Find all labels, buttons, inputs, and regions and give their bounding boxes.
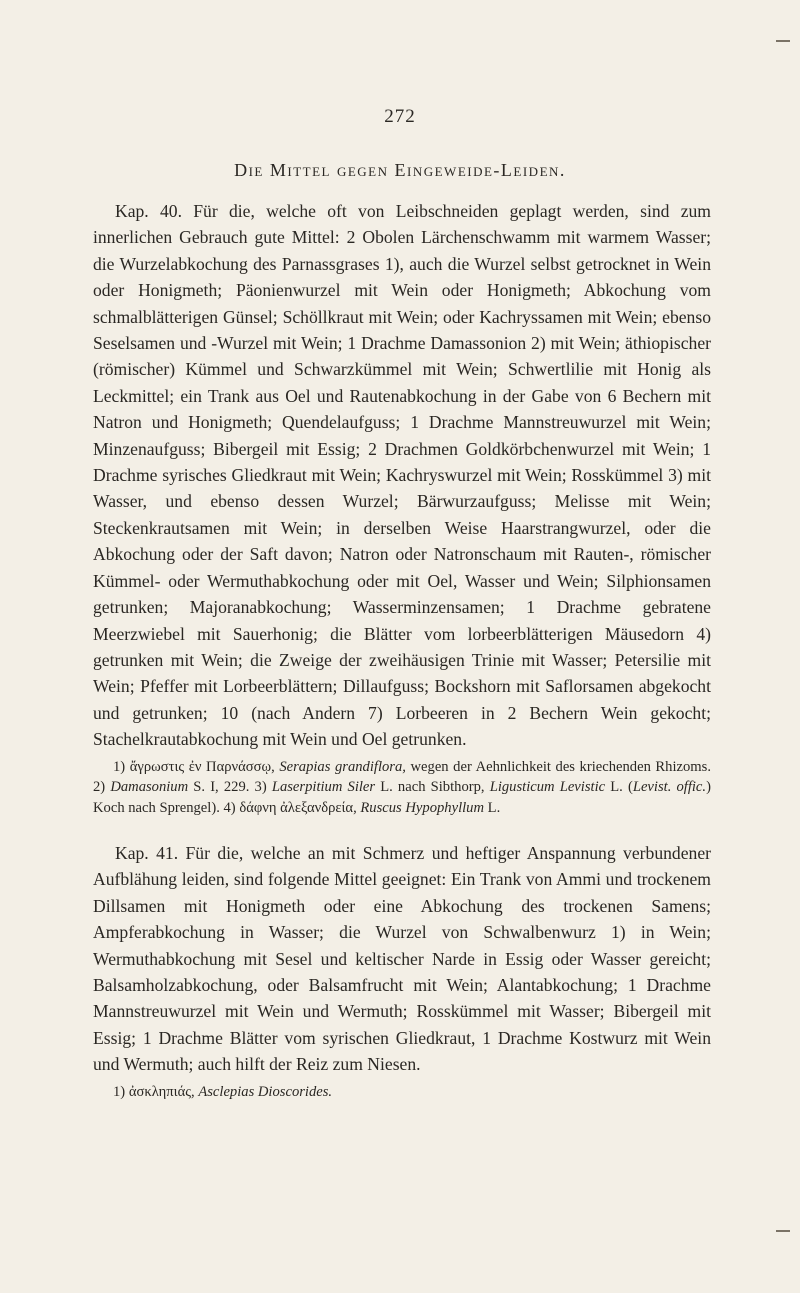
footnote-species: Ruscus Hypophyllum: [360, 799, 485, 816]
footnote-greek: ἄγρωστις ἐν Παρνάσσῳ,: [129, 758, 275, 775]
footnote-text: L. (: [610, 779, 633, 796]
footnote-marker: 1): [113, 758, 126, 775]
footnote-species: Serapias grandiflora,: [279, 758, 406, 775]
footnote-greek: ἀσκληπιάς,: [128, 1083, 195, 1100]
page-body: [93, 198, 711, 1102]
page-number: 272: [384, 106, 416, 127]
chapter-title: Die Mittel gegen Eingeweide-Leiden.: [234, 160, 566, 180]
scan-edge-mark: [776, 40, 790, 42]
footnote-text: L.: [487, 799, 501, 816]
footnote-marker: 4): [223, 799, 236, 816]
footnote-text: L. nach Sibthorp,: [380, 779, 485, 796]
footnote-text: ) Koch nach Sprengel).: [93, 779, 711, 816]
footnote-species: Ligusticum Levistic: [489, 779, 606, 796]
footnote-marker: 1): [113, 1083, 126, 1100]
footnote-species: Laserpitium Siler: [271, 779, 376, 796]
chapter-40-paragraph: Kap. 40. Für die, welche oft von Leibschneiden geplagt werden, sind zum innerlichen Gebrauch gute Mittel: 2 Obolen Lärchenschwamm mit warmem Wasser; die Wurzelabkochung des Parnassgrases 1), auch die Wurzel selbst getrocknet in Wein oder Honigmeth; Päonienwurzel mit Wein oder Honigmeth; Abkochung vom schmalblätterigen Günsel; Schöllkraut mit Wein; oder Kachryssamen mit Wein; ebenso Seselsamen und -Wurzel mit Wein; 1 Drachme Damassonion 2) mit Wein; äthiopischer (römischer) Kümmel und Schwarzkümmel mit Wein; Schwertlilie mit Honig als Leckmittel; ein Trank aus Oel und Rautenabkochung in der Gabe von 6 Bechern mit Natron und Honigmeth; Quendelaufguss; 1 Drachme Mannstreuwurzel mit Wein; Minzenaufguss; Bibergeil mit Essig; 2 Drachmen Goldkörbchenwurzel mit Wein; 1 Drachme syrisches Gliedkraut mit Wein; Kachryswurzel mit Wein; Rosskümmel 3) mit Wasser, und ebenso dessen Wurzel; Bärwurzaufguss; Melisse mit Wein; Steckenkrautsamen mit Wein; in derselben Weise Haarstrangwurzel, oder die Abkochung oder der Saft davon; Natron oder Natronschaum mit Rauten-, römischer Kümmel- oder Wermuthabkochung oder mit Oel, Wasser und Wein; Silphionsamen getrunken; Majoranabkochung; Wasserminzensamen; 1 Drachme gebratene Meerzwiebel mit Sauerhonig; die Blätter vom lorbeerblätterigen Mäusedorn 4) getrunken mit Wein; die Zweige der zweihäusigen Trinie mit Wasser; Petersilie mit Wein; Pfeffer mit Lorbeerblättern; Dillaufguss; Bockshorn mit Saflorsamen abgekocht und getrunken; 10 (nach Andern 7) Lorbeeren in 2 Bechern Wein gekocht; Stachelkrautabkochung mit Wein und Oel getrunken.: [93, 201, 711, 750]
scan-edge-mark: [776, 1230, 790, 1232]
chapter-40-footnotes: [93, 757, 711, 819]
footnote-species: Asclepias Dioscorides.: [198, 1083, 333, 1100]
footnote-marker: 3): [254, 779, 267, 796]
footnote-greek: δάφνη ἀλεξανδρεία,: [239, 799, 357, 816]
chapter-41-footnotes: [93, 1082, 711, 1103]
chapter-41-paragraph: Kap. 41. Für die, welche an mit Schmerz und heftiger Anspannung verbundener Aufblähung leiden, sind folgende Mittel geeignet: Ein Trank von Ammi und trockenem Dillsamen mit Honigmeth oder eine Abkochung des trockenen Samens; Ampferabkochung in Wasser; die Wurzel von Schwalbenwurz 1) in Wein; Wermuthabkochung mit Sesel und keltischer Narde in Essig oder Wasser gereicht; Balsamholzabkochung, oder Balsamfrucht mit Wein; Alantabkochung; 1 Drachme Mannstreuwurzel mit Wein und Wermuth; Rosskümmel mit Wasser; Bibergeil mit Essig; 1 Drachme Blätter vom syrischen Gliedkraut, 1 Drachme Kostwurz mit Wein und Wermuth; auch hilft der Reiz zum Niesen.: [93, 843, 711, 1075]
footnote-marker: 2): [93, 779, 106, 796]
footnote-text: S. I, 229.: [193, 779, 250, 796]
footnote-text: wegen der Aehnlichkeit des kriechenden Rhizoms.: [410, 758, 711, 775]
footnote-species: Levist. offic.: [632, 779, 707, 796]
section-gap: [93, 818, 711, 840]
footnote-species: Damasonium: [110, 779, 189, 796]
